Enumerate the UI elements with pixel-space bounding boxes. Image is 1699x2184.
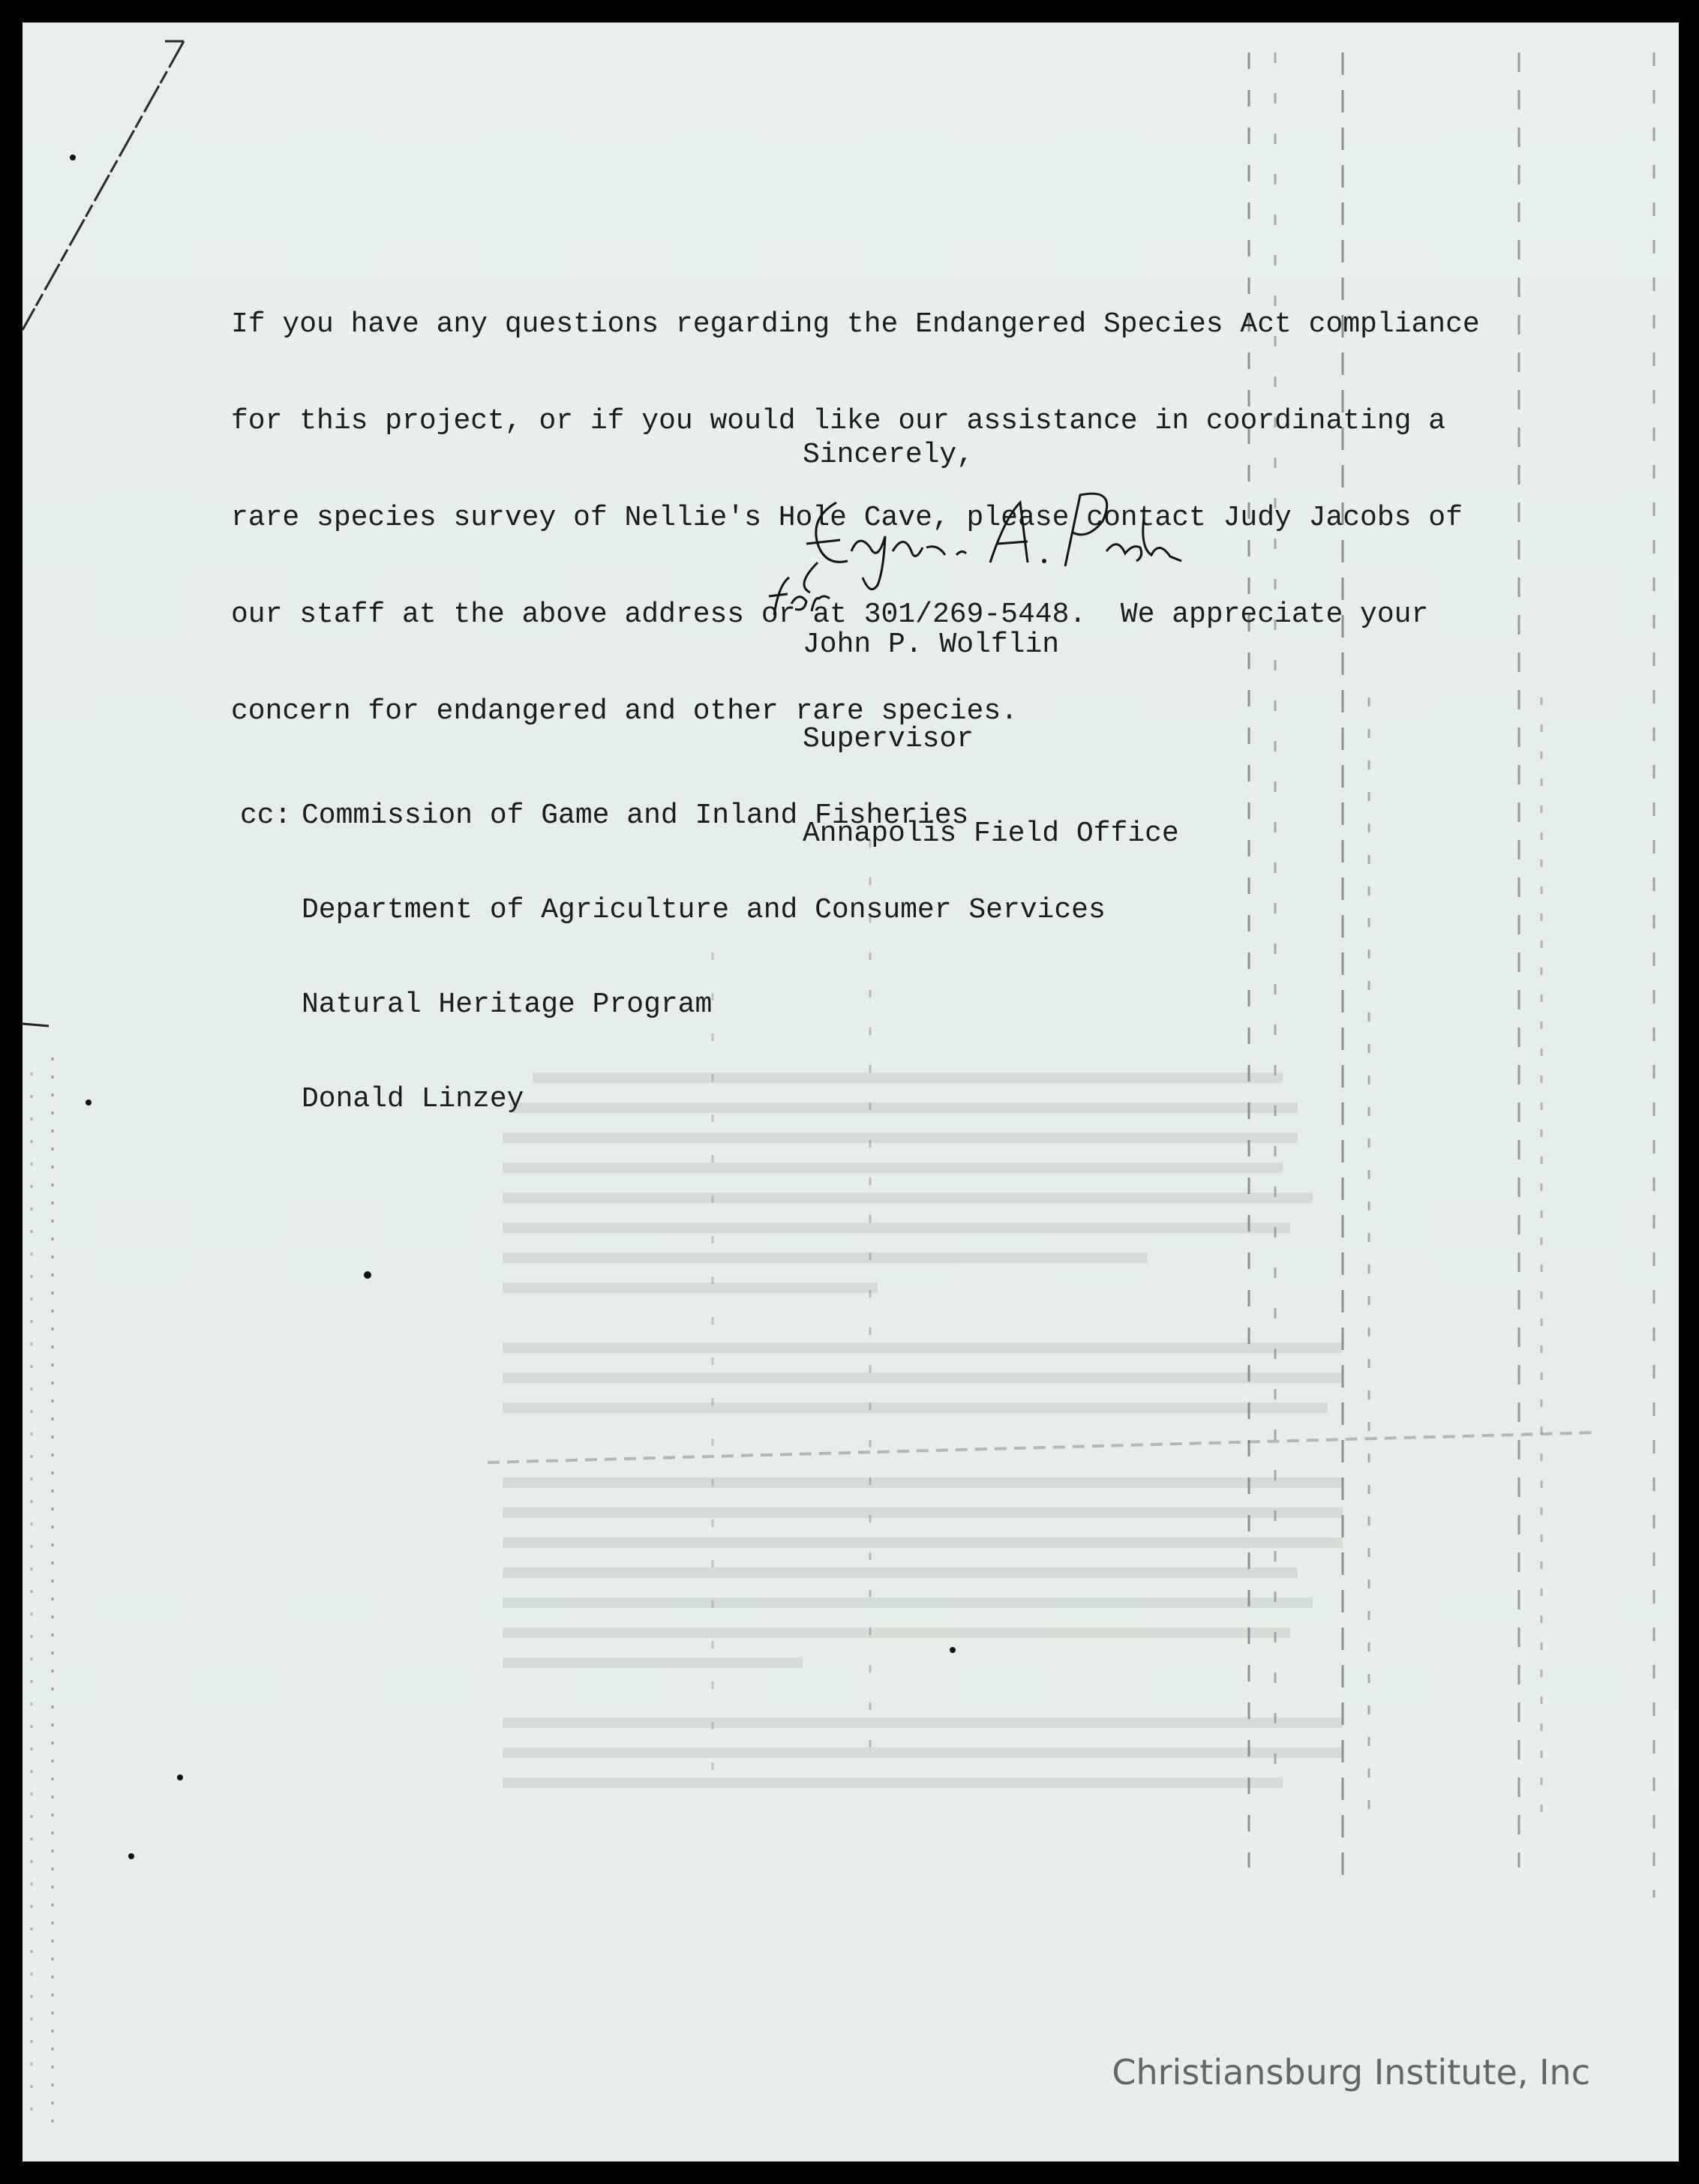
cc-recipient: Commission of Game and Inland Fisheries [302,800,969,832]
cc-recipient: Department of Agriculture and Consumer Services [302,894,1106,926]
cc-row [240,894,1106,924]
signer-office: Annapolis Field Office [803,818,1179,850]
cc-recipient: Natural Heritage Program [302,988,713,1021]
closing-salutation: Sincerely, [803,439,974,471]
cc-row [240,1083,1106,1113]
paragraph-line: concern for endangered and other rare species. [231,695,1018,728]
signer-name: John P. Wolflin [803,628,1060,661]
fold-mark [23,41,184,330]
cc-row [240,988,1106,1021]
margin-mark [23,1024,49,1026]
ghost-text [503,1072,1343,1788]
paragraph-line: If you have any questions regarding the Endangered Species Act compliance [231,308,1480,340]
cc-recipient: Donald Linzey [302,1083,524,1115]
cc-label: cc: [240,800,292,832]
cc-row [240,800,1106,830]
archive-watermark: Christiansburg Institute, Inc [1112,2052,1590,2092]
signer-title: Supervisor [803,723,974,755]
cc-list [240,735,1106,1178]
paragraph-line: for this project, or if you would like our assistance in coordinating a [231,405,1446,437]
paragraph-line: rare species survey of Nellie's Hole Cave, please contact Judy Jacobs of [231,502,1463,534]
letter-page [23,22,1679,2162]
paragraph-line: our staff at the above address or at 301/269-5448. We appreciate your [231,598,1429,631]
bleed-through-line [488,1432,1598,1462]
